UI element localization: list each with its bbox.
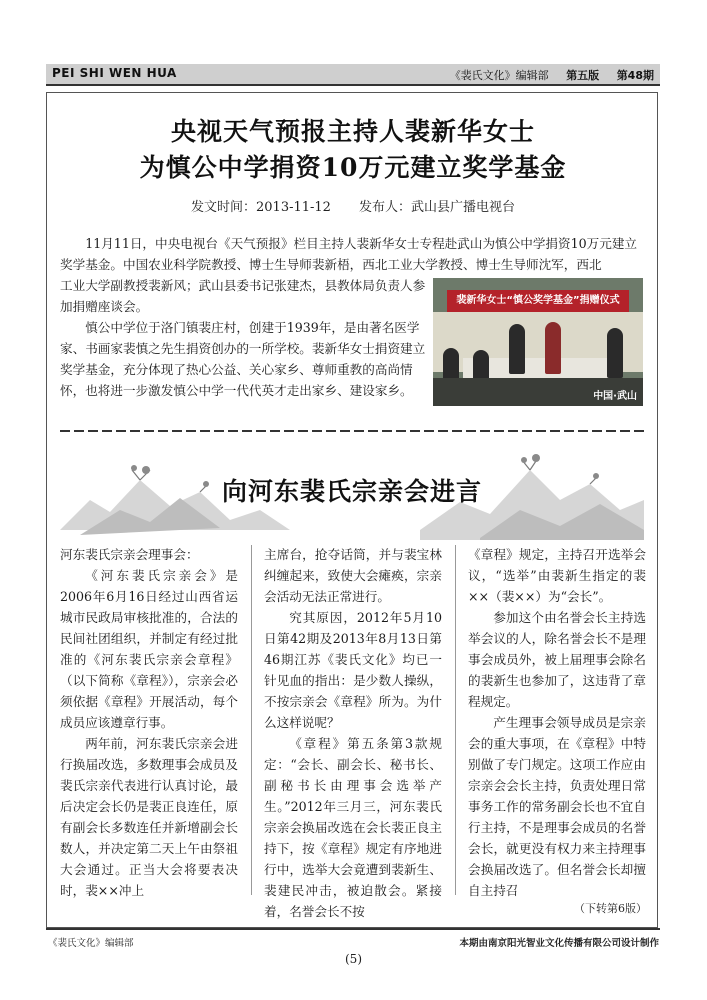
footer-credit: 本期由南京阳光智业文化传播有限公司设计制作 — [459, 938, 659, 949]
photo-person — [545, 322, 561, 374]
column-paragraph: 究其原因，2012年5月10日第42期及2013年8月13日第46期江苏《裴氏文化》均已一针见血的指出：是少数人操纵，不按宗亲会《章程》所为。为什么这样说呢？ — [264, 610, 442, 730]
column-rule — [455, 545, 456, 895]
photo-person — [607, 328, 623, 378]
header-issue: 第48期 — [616, 69, 654, 82]
page-number: (5) — [345, 952, 362, 966]
article-title-line2: 为慎公中学捐资10万元建立奖学基金 — [139, 153, 567, 182]
salutation: 河东裴氏宗亲会理事会： — [60, 547, 199, 562]
column-rule — [251, 545, 252, 895]
header-info — [450, 67, 654, 83]
column-paragraph: 《章程》规定，主持召开选举会议，“选举”由裴新生指定的裴××（裴××）为“会长”。 — [468, 547, 646, 604]
article-title-line1: 央视天气预报主持人裴新华女士 — [170, 117, 535, 146]
donation-ceremony-photo — [433, 278, 643, 406]
column-paragraph: 主席台，抢夺话筒，并与裴宝林纠缠起来，致使大会瘫痪，宗亲会活动无法正常进行。 — [264, 547, 442, 604]
text-column-1 — [60, 544, 238, 901]
footer-rule — [46, 928, 660, 930]
section-title: 向河东裴氏宗亲会进言 — [221, 477, 482, 506]
publish-date: 发文时间：2013-11-12 — [191, 200, 331, 215]
column-paragraph: 两年前，河东裴氏宗亲会进行换届改选，多数理事会成员及裴氏宗亲代表进行认真讨论，最后决定会长仍是裴正良连任，原有副会长多数连任并新增副会长数人，并决定第二天上午由祭祖大会通过。正当大会将要表决时，裴××冲上 — [60, 736, 238, 898]
footer-publisher: 《裴氏文化》编辑部 — [48, 938, 134, 949]
column-paragraph: 参加这个由名誉会长主持选举会议的人，除名誉会长不是理事会成员外，被上届理事会除名的裴新生也参加了，这违背了章程规定。 — [468, 610, 646, 709]
section-divider — [60, 430, 644, 432]
header-publisher: 《裴氏文化》编辑部 — [449, 69, 549, 82]
header-edition: 第五版 — [566, 69, 600, 82]
header-romanized-title: PEI SHI WEN HUA — [52, 66, 177, 80]
photo-person — [509, 324, 525, 374]
photo-watermark: 中国·武山 — [593, 391, 637, 402]
article-paragraph-1-cont: 工业大学副教授裴新风；武山县委书记张建杰，县教体局负责人参加捐赠座谈会。 — [60, 278, 426, 314]
page-header — [46, 64, 660, 86]
article-paragraph-2: 慎公中学位于洛门镇裴庄村，创建于1939年，是由著名医学家、书画家裴慎之先生捐资创办的一所学校。裴新华女士捐资建立奖学基金，充分体现了热心公益、关心家乡、尊师重教的高尚情怀，也将进一步激发慎公中学一代代英才走出家乡、建设家乡。 — [60, 320, 426, 398]
continued-note: （下转第6版） — [574, 902, 647, 915]
column-paragraph: 《河东裴氏宗亲会》是2006年6月16日经过山西省运城市民政局审核批准的，合法的民间社团组织，并制定有经过批准的《河东裴氏宗亲会章程》（以下简称《章程》），宗亲会必须依据《章程》开展活动，每个成员应该遵章行事。 — [60, 568, 238, 730]
publisher-name: 发布人：武山县广播电视台 — [358, 200, 515, 215]
text-column-2 — [264, 544, 442, 922]
article-paragraph-1: 11月11日，中央电视台《天气预报》栏目主持人裴新华女士专程赴武山为慎公中学捐资10万元建立奖学基金。中国农业科学院教授、博士生导师裴新梧，西北工业大学教授、博士生导师沈军，西北 — [60, 236, 638, 272]
column-paragraph: 产生理事会领导成员是宗亲会的重大事项，在《章程》中特别做了专门规定。这项工作应由宗亲会会长主持，负责处理日常事务工作的常务副会长也不宜自行主持，不是理事会成员的名誉会长，就更没有权力来主持理事会换届改选了。但名誉会长却擅自主持召 — [468, 715, 646, 898]
article-meta — [46, 196, 660, 215]
column-paragraph: 《章程》第五条第3款规定：“会长、副会长、秘书长、副秘书长由理事会选举产生。”2012年三月三，河东裴氏宗亲会换届改选在会长裴正良主持下，按《章程》规定有序地进行中，选举大会竟遭到裴新生、裴建民冲击，被迫散会。紧接着，名誉会长不按 — [264, 736, 442, 919]
photo-banner: 裴新华女士“慎公奖学基金”捐赠仪式 — [447, 290, 629, 312]
photo-person — [443, 348, 459, 382]
text-column-3 — [468, 544, 646, 901]
